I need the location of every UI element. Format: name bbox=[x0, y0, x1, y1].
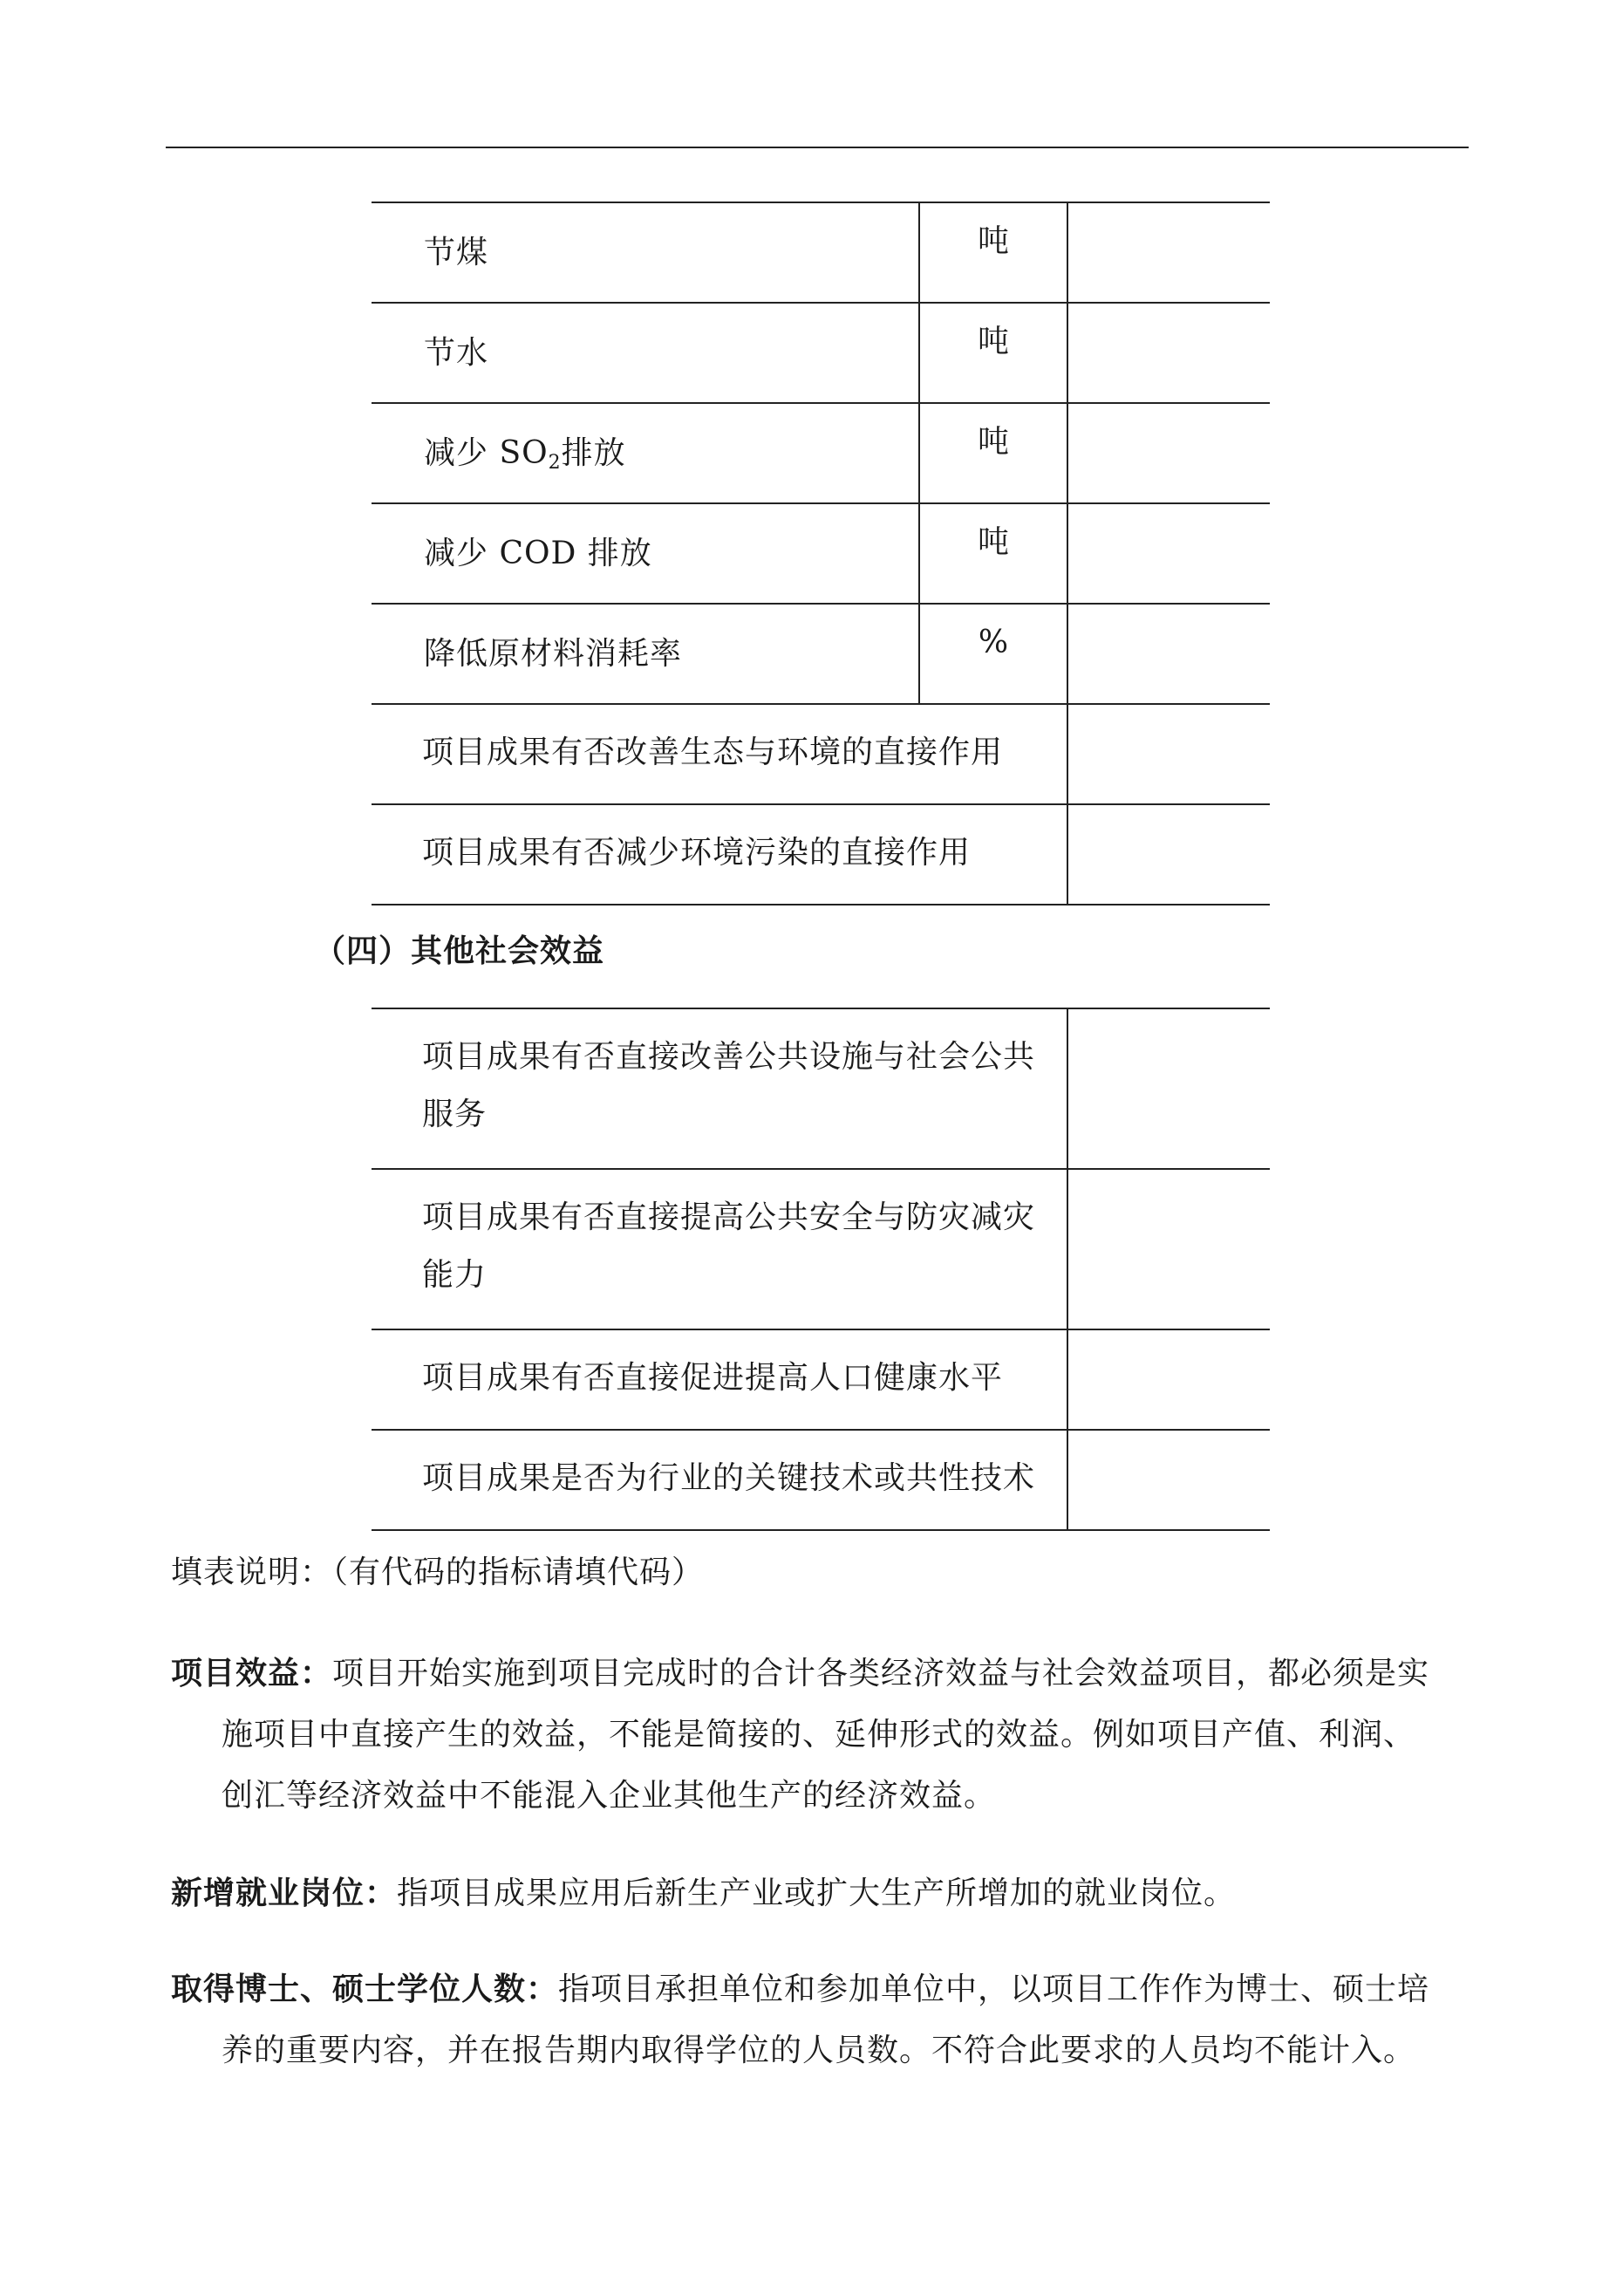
row-value-cell[interactable] bbox=[1067, 304, 1270, 402]
note-text: 项目开始实施到项目完成时的合计各类经济效益与社会效益项目，都必须是实 bbox=[332, 1656, 1430, 1691]
note-project-benefit bbox=[171, 1643, 1479, 1827]
row-value-cell[interactable] bbox=[1067, 605, 1270, 703]
table-row bbox=[372, 504, 1270, 605]
row-value-cell[interactable] bbox=[1067, 203, 1270, 302]
row-value-cell[interactable] bbox=[1067, 504, 1270, 603]
row-label: 节水 bbox=[424, 335, 489, 371]
row-label-subscript: 2 bbox=[548, 452, 562, 474]
row-label bbox=[422, 1028, 1050, 1144]
row-label-line2: 能力 bbox=[422, 1257, 488, 1293]
row-label-line1: 项目成果有否直接改善公共设施与社会公共 bbox=[422, 1039, 1036, 1075]
row-label-line2: 服务 bbox=[422, 1097, 488, 1132]
note-text-continued: 养的重要内容，并在报告期内取得学位的人员数。不符合此要求的人员均不能计入。 bbox=[222, 2033, 1416, 2068]
note-text-continued: 施项目中直接产生的效益，不能是简接的、延伸形式的效益。例如项目产值、利润、 bbox=[222, 1717, 1416, 1753]
env-benefit-table bbox=[372, 202, 1270, 905]
row-value-cell[interactable] bbox=[1067, 705, 1270, 803]
social-benefit-table bbox=[372, 1008, 1270, 1531]
row-label: 减少 COD 排放 bbox=[424, 536, 652, 571]
note-new-jobs bbox=[171, 1863, 1479, 1924]
note-term: 项目效益： bbox=[171, 1656, 333, 1691]
note-text: 指项目承担单位和参加单位中，以项目工作作为博士、硕士培 bbox=[558, 1971, 1430, 2007]
row-unit: 吨 bbox=[918, 504, 1067, 603]
row-label bbox=[422, 1189, 1050, 1304]
row-label: 项目成果有否改善生态与环境的直接作用 bbox=[422, 735, 1004, 770]
row-value-cell[interactable] bbox=[1067, 1009, 1270, 1168]
table-row bbox=[372, 1170, 1270, 1330]
row-value-cell[interactable] bbox=[1067, 1170, 1270, 1329]
table-row bbox=[372, 605, 1270, 705]
table-row bbox=[372, 805, 1270, 905]
row-unit: 吨 bbox=[918, 304, 1067, 402]
row-value-cell[interactable] bbox=[1067, 1431, 1270, 1529]
table-row bbox=[372, 705, 1270, 805]
note-text-continued: 创汇等经济效益中不能混入企业其他生产的经济效益。 bbox=[222, 1778, 997, 1814]
row-label-prefix: 减少 SO bbox=[424, 435, 549, 471]
row-label: 项目成果有否减少环境污染的直接作用 bbox=[422, 835, 972, 871]
row-label-line1: 项目成果有否直接提高公共安全与防灾减灾 bbox=[422, 1199, 1036, 1235]
section-heading: （四）其他社会效益 bbox=[314, 933, 605, 969]
row-label bbox=[424, 425, 626, 492]
row-unit: % bbox=[918, 605, 1067, 703]
row-value-cell[interactable] bbox=[1067, 805, 1270, 904]
table-row bbox=[372, 404, 1270, 504]
row-label: 节煤 bbox=[424, 235, 489, 270]
note-term: 取得博士、硕士学位人数： bbox=[171, 1971, 559, 2007]
row-label-suffix: 排放 bbox=[561, 435, 626, 471]
note-text: 指项目成果应用后新生产业或扩大生产所增加的就业岗位。 bbox=[397, 1876, 1237, 1911]
row-value-cell[interactable] bbox=[1067, 404, 1270, 502]
row-value-cell[interactable] bbox=[1067, 1330, 1270, 1429]
table-row bbox=[372, 304, 1270, 404]
row-unit: 吨 bbox=[918, 404, 1067, 502]
header-rule bbox=[166, 147, 1469, 148]
fill-instruction: 填表说明：（有代码的指标请填代码） bbox=[171, 1555, 705, 1590]
table-row bbox=[372, 1009, 1270, 1170]
row-unit: 吨 bbox=[918, 203, 1067, 302]
row-label: 项目成果是否为行业的关键技术或共性技术 bbox=[422, 1460, 1036, 1496]
table-row bbox=[372, 203, 1270, 304]
table-row bbox=[372, 1330, 1270, 1431]
table-row bbox=[372, 1431, 1270, 1531]
note-term: 新增就业岗位： bbox=[171, 1876, 398, 1911]
note-degrees bbox=[171, 1959, 1479, 2081]
row-label: 降低原材料消耗率 bbox=[424, 636, 683, 672]
row-label: 项目成果有否直接促进提高人口健康水平 bbox=[422, 1360, 1004, 1396]
